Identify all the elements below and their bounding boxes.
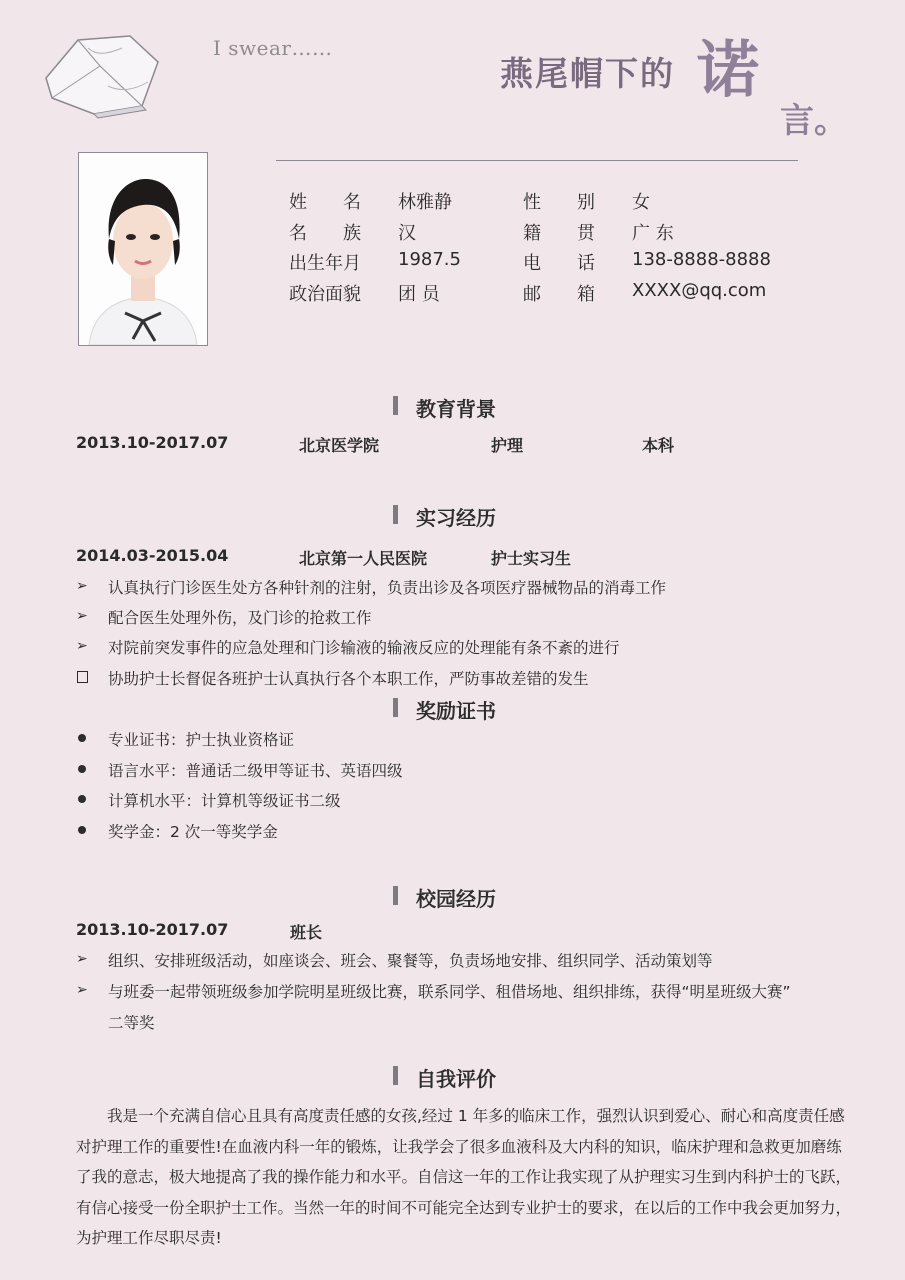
- info-value: 广 东: [632, 223, 674, 244]
- dot-bullet-icon: [78, 734, 86, 742]
- campus-period: 2013.10-2017.07: [76, 920, 229, 939]
- education-title: 教育背景: [416, 397, 496, 421]
- info-value: 汉: [398, 223, 416, 244]
- dot-bullet-icon: [78, 765, 86, 773]
- internship-role: 护士实习生: [491, 549, 572, 568]
- title-prefix: 燕尾帽下的: [500, 54, 675, 93]
- info-label: 名 族: [289, 223, 361, 244]
- header-divider: [276, 160, 798, 161]
- arrow-bullet-icon: ➢: [76, 608, 88, 624]
- awards-title: 奖励证书: [416, 699, 496, 723]
- self-title: 自我评价: [416, 1067, 496, 1091]
- campus-role: 班长: [290, 923, 323, 942]
- info-label: 姓 名: [289, 192, 361, 213]
- arrow-bullet-icon: ➢: [76, 951, 88, 967]
- title-char-suffix: 言。: [780, 101, 848, 141]
- list-item: 计算机水平：计算机等级证书二级: [108, 792, 341, 810]
- title-char-big: 诺: [697, 33, 760, 106]
- list-item: 专业证书：护士执业资格证: [108, 731, 295, 749]
- info-label: 政治面貌: [289, 284, 361, 305]
- info-label: 籍 贯: [523, 223, 595, 244]
- info-value: 138-8888-8888: [632, 249, 771, 270]
- arrow-bullet-icon: ➢: [76, 982, 88, 998]
- info-value: XXXX@qq.com: [632, 280, 767, 301]
- section-marker: [393, 505, 398, 524]
- section-marker: [393, 698, 398, 717]
- info-label: 出生年月: [289, 253, 361, 274]
- list-item: 配合医生处理外伤，及门诊的抢救工作: [108, 609, 372, 627]
- portrait-image: [79, 153, 207, 345]
- internship-hospital: 北京第一人民医院: [299, 549, 428, 568]
- list-item: 组织、安排班级活动，如座谈会、班会、聚餐等，负责场地安排、组织同学、活动策划等: [108, 952, 713, 970]
- education-degree: 本科: [642, 436, 675, 455]
- education-period: 2013.10-2017.07: [76, 433, 229, 452]
- square-bullet-icon: [77, 671, 88, 683]
- arrow-bullet-icon: ➢: [76, 578, 88, 594]
- list-item: 奖学金：2 次一等奖学金: [108, 823, 278, 841]
- education-school: 北京医学院: [299, 436, 380, 455]
- list-item: 协助护士长督促各班护士认真执行各个本职工作，严防事故差错的发生: [108, 670, 589, 688]
- info-label: 电 话: [523, 253, 595, 274]
- dot-bullet-icon: [78, 826, 86, 834]
- info-value: 1987.5: [398, 249, 461, 270]
- internship-period: 2014.03-2015.04: [76, 546, 229, 565]
- info-value: 林雅静: [398, 192, 452, 213]
- list-item-continuation: 二等奖: [108, 1014, 155, 1032]
- section-marker: [393, 1066, 398, 1085]
- list-item: 语言水平：普通话二级甲等证书、英语四级: [108, 762, 403, 780]
- list-item: 认真执行门诊医生处方各种针剂的注射，负责出诊及各项医疗器械物品的消毒工作: [108, 579, 667, 597]
- dot-bullet-icon: [78, 795, 86, 803]
- internship-title: 实习经历: [416, 506, 496, 530]
- self-evaluation-text: 我是一个充满自信心且具有高度责任感的女孩,经过 1 年多的临床工作，强烈认识到爱心、耐心和高度责任感对护理工作的重要性!在血液内科一年的锻炼，让我学会了很多血液科及大内科的知识，临床护理和急救更加磨练了我的意志，极大地提高了我的操作能力和水平。自信这一年的工作让我实现了从护理实习生到内科护士的飞跃，有信心接受一份全职护士工作。当然一年的时间不可能完全达到专业护士的要求，在以后的工作中我会更加努力，为护理工作尽职尽责!: [76, 1107, 852, 1247]
- profile-photo: [78, 152, 208, 346]
- nurse-cap-icon: [38, 26, 178, 121]
- swear-tagline: I swear……: [213, 36, 333, 60]
- section-marker: [393, 886, 398, 905]
- list-item: 与班委一起带领班级参加学院明星班级比赛，联系同学、租借场地、组织排练，获得“明星班级大赛”: [108, 983, 791, 1001]
- info-label: 性 别: [523, 192, 595, 213]
- info-value: 女: [632, 192, 650, 213]
- list-item: 对院前突发事件的应急处理和门诊输液的输液反应的处理能有条不紊的进行: [108, 639, 620, 657]
- arrow-bullet-icon: ➢: [76, 638, 88, 654]
- education-major: 护理: [491, 436, 524, 455]
- info-value: 团 员: [398, 284, 440, 305]
- info-label: 邮 箱: [523, 284, 595, 305]
- campus-title: 校园经历: [416, 887, 496, 911]
- section-marker: [393, 396, 398, 415]
